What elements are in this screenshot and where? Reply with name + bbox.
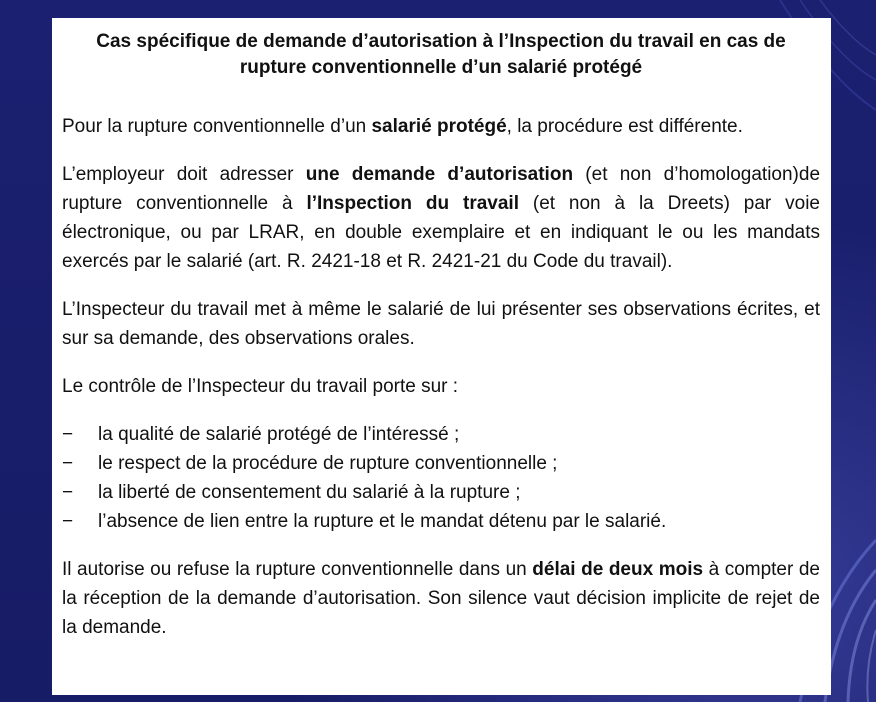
paragraph-inspector: L’Inspecteur du travail met à même le salarié de lui présenter ses observations écrites, et sur sa demande, des observations orales. bbox=[62, 299, 820, 349]
paragraph-intro-text-1: Pour la rupture conventionnelle d’un bbox=[62, 116, 372, 137]
paragraph-employer-text-1: L’employeur doit adresser bbox=[62, 164, 306, 185]
list-item bbox=[62, 420, 820, 449]
paragraph-intro bbox=[62, 112, 820, 141]
paragraph-employer-bold-2: l’Inspection du travail bbox=[306, 193, 519, 214]
paragraph-employer-text-2: (et non d’homologation)de rupture conventionnelle à bbox=[62, 164, 821, 214]
paragraph-decision-text-1: Il autorise ou refuse la rupture conventionnelle dans un bbox=[62, 559, 533, 580]
paragraph-decision-bold: délai de deux mois bbox=[532, 559, 704, 580]
control-criteria-list bbox=[62, 420, 820, 536]
dash-bullet: − bbox=[62, 511, 74, 532]
paragraph-decision-text-2: à compter de la réception de la demande d’autorisation. Son silence vaut décision implicite de rejet de la demande. bbox=[62, 559, 820, 638]
list-item-text: la liberté de consentement du salarié à la rupture ; bbox=[98, 482, 521, 503]
list-item-text: la qualité de salarié protégé de l’intéressé ; bbox=[98, 424, 460, 445]
paragraph-control-intro: Le contrôle de l’Inspecteur du travail porte sur : bbox=[62, 376, 459, 397]
content-card bbox=[52, 18, 831, 695]
list-item bbox=[62, 507, 820, 536]
document-title: Cas spécifique de demande d’autorisation à l’Inspection du travail en cas de rupture conventionnelle d’un salarié protégé bbox=[96, 31, 786, 78]
paragraph-decision bbox=[62, 555, 820, 642]
dash-bullet: − bbox=[62, 424, 74, 445]
paragraph-intro-text-2: , la procédure est différente. bbox=[506, 116, 743, 137]
list-item-text: le respect de la procédure de rupture conventionnelle ; bbox=[98, 453, 558, 474]
paragraph-employer-text-3: (et non à la Dreets) par voie électronique, ou par LRAR, en double exemplaire et en indiquant le ou les mandats exercés par le salarié (art. R. 2421-18 et R. 2421-21 du Code du travail). bbox=[62, 193, 820, 272]
paragraph-employer bbox=[62, 160, 820, 276]
list-item bbox=[62, 449, 820, 478]
dash-bullet: − bbox=[62, 453, 74, 474]
list-item bbox=[62, 478, 820, 507]
dash-bullet: − bbox=[62, 482, 74, 503]
paragraph-employer-bold-1: une demande d’autorisation bbox=[305, 164, 574, 185]
list-item-text: l’absence de lien entre la rupture et le mandat détenu par le salarié. bbox=[98, 511, 667, 532]
paragraph-intro-bold: salarié protégé bbox=[371, 116, 507, 137]
